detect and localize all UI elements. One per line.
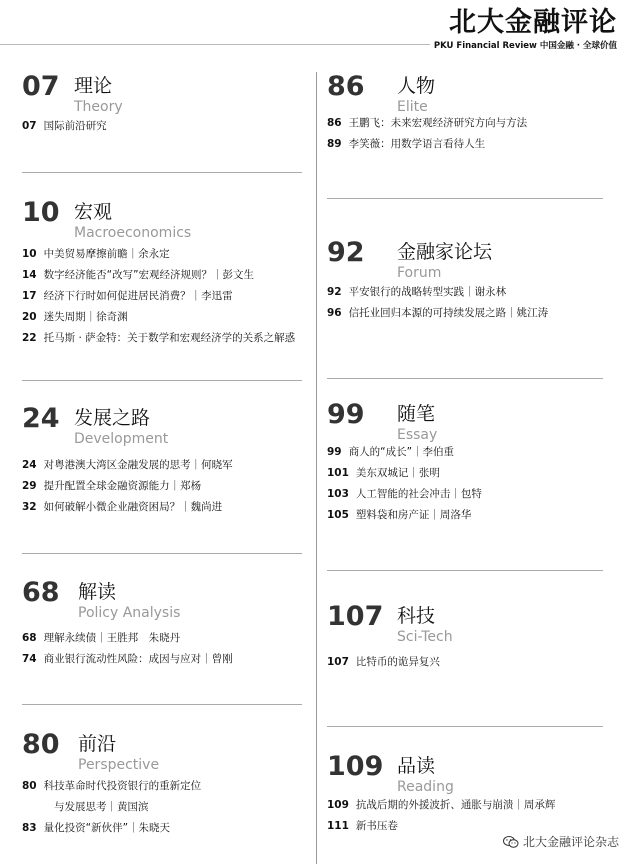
magazine-title: 北大金融评论 <box>449 7 617 38</box>
article-title: 托马斯 · 萨金特：关于数学和宏观经济学的关系之解惑 <box>43 332 296 344</box>
article-list <box>327 282 548 324</box>
article-page-number: 24 <box>22 459 37 471</box>
section-header <box>22 578 302 626</box>
article-list <box>22 628 233 670</box>
article-page-number: 17 <box>22 290 37 302</box>
section-english-title: Policy Analysis <box>78 605 181 621</box>
article-item[interactable] <box>22 628 233 649</box>
article-page-number: 83 <box>22 822 37 834</box>
section-page-number: 10 <box>22 197 60 228</box>
wechat-icon <box>503 835 519 849</box>
article-title: 比特币的诡异复兴 <box>355 656 440 668</box>
right-section-5 <box>327 751 617 832</box>
article-title: 科技革命时代投资银行的重新定位 <box>43 780 202 792</box>
right-section-4 <box>327 601 617 668</box>
section-english-title: Macroeconomics <box>74 225 192 241</box>
section-header <box>22 198 302 246</box>
section-rule <box>22 553 302 554</box>
article-page-number: 109 <box>327 799 349 811</box>
section-page-number: 92 <box>327 237 365 268</box>
article-item[interactable] <box>22 776 201 797</box>
article-title: 理解永续债｜王胜邦 朱晓丹 <box>43 632 181 644</box>
left-section-3 <box>22 403 302 513</box>
article-page-number: 20 <box>22 311 37 323</box>
section-english-title: Forum <box>397 265 442 281</box>
article-item[interactable] <box>327 463 482 484</box>
article-page-number: 32 <box>22 501 37 513</box>
section-rule <box>22 172 302 173</box>
article-title: 王鹏飞：未来宏观经济研究方向与方法 <box>348 117 528 129</box>
right-section-2 <box>327 237 617 319</box>
section-header <box>22 72 302 120</box>
left-section-5 <box>22 729 302 834</box>
section-page-number: 24 <box>22 403 60 434</box>
article-page-number: 10 <box>22 248 37 260</box>
section-header <box>327 602 617 650</box>
article-item[interactable] <box>327 795 555 816</box>
article-item[interactable] <box>327 484 482 505</box>
section-rule <box>22 380 302 381</box>
wechat-watermark <box>503 833 619 850</box>
section-title: 金融家论坛 <box>397 241 493 263</box>
section-english-title: Theory <box>74 99 123 115</box>
article-page-number: 111 <box>327 820 349 832</box>
section-header <box>327 752 617 800</box>
section-page-number: 86 <box>327 71 365 102</box>
section-rule <box>327 378 603 379</box>
article-title: 新书压卷 <box>355 820 398 832</box>
article-title: 如何破解小微企业融资困局？｜魏尚进 <box>43 501 223 513</box>
article-item[interactable] <box>22 649 233 670</box>
section-rule <box>327 570 603 571</box>
section-title: 前沿 <box>78 733 117 755</box>
article-title: 信托业回归本源的可持续发展之路｜姚江涛 <box>348 307 549 319</box>
left-section-4 <box>22 577 302 665</box>
section-header <box>327 400 617 448</box>
article-item[interactable] <box>22 497 233 518</box>
article-list <box>22 244 295 349</box>
article-item[interactable] <box>327 505 482 526</box>
section-title: 人物 <box>397 75 436 97</box>
article-item[interactable] <box>327 652 440 673</box>
article-item[interactable] <box>22 328 295 349</box>
article-item[interactable] <box>327 303 548 324</box>
article-item[interactable] <box>22 116 107 137</box>
masthead <box>434 8 617 51</box>
watermark-text: 北大金融评论杂志 <box>522 835 619 849</box>
section-english-title: Sci-Tech <box>397 629 453 645</box>
section-title: 科技 <box>397 605 436 627</box>
section-rule <box>327 198 603 199</box>
section-english-title: Development <box>74 431 169 447</box>
article-title: 商人的“成长”｜李伯重 <box>348 446 455 458</box>
section-english-title: Reading <box>397 779 454 795</box>
article-page-number: 80 <box>22 780 37 792</box>
column-divider <box>316 72 317 864</box>
article-page-number: 96 <box>327 307 342 319</box>
article-title: 李笑薇：用数学语言看待人生 <box>348 138 486 150</box>
section-title: 品读 <box>397 755 436 777</box>
article-item[interactable] <box>327 442 482 463</box>
section-page-number: 107 <box>327 601 384 632</box>
section-rule <box>22 704 302 705</box>
right-section-3 <box>327 399 617 521</box>
article-list <box>22 776 201 839</box>
article-page-number: 07 <box>22 120 37 132</box>
article-item[interactable] <box>22 307 295 328</box>
section-english-title: Elite <box>397 99 428 115</box>
article-page-number: 105 <box>327 509 349 521</box>
article-item[interactable] <box>22 476 233 497</box>
magazine-subtitle: PKU Financial Review 中国金融 · 全球价值 <box>433 41 617 51</box>
section-header <box>22 404 302 452</box>
article-list <box>327 652 440 673</box>
section-page-number: 99 <box>327 399 365 430</box>
section-header <box>327 238 617 286</box>
article-title: 经济下行时如何促进居民消费？｜李迅雷 <box>43 290 233 302</box>
section-page-number: 68 <box>22 577 60 608</box>
article-item[interactable] <box>22 244 295 265</box>
article-title: 迷失周期｜徐奇渊 <box>43 311 128 323</box>
section-title: 理论 <box>74 75 113 97</box>
article-title: 塑料袋和房产证｜周洛华 <box>355 509 472 521</box>
article-page-number: 68 <box>22 632 37 644</box>
section-title: 解读 <box>78 581 117 603</box>
article-item[interactable] <box>22 797 201 818</box>
article-page-number: 101 <box>327 467 349 479</box>
article-item[interactable] <box>22 265 295 286</box>
article-title: 数字经济能否“改写”宏观经济规则？｜彭文生 <box>43 269 255 281</box>
section-page-number: 80 <box>22 729 60 760</box>
section-title: 随笔 <box>397 403 436 425</box>
article-title: 量化投资“新伙伴”｜朱晓天 <box>43 822 171 834</box>
article-item[interactable] <box>22 455 233 476</box>
article-item[interactable] <box>22 286 295 307</box>
article-item[interactable] <box>327 134 527 155</box>
article-title: 国际前沿研究 <box>43 120 107 132</box>
section-title: 发展之路 <box>74 407 151 429</box>
article-title: 中美贸易摩擦前瞻｜余永定 <box>43 248 170 260</box>
left-section-2 <box>22 197 302 344</box>
article-page-number: 92 <box>327 286 342 298</box>
section-english-title: Essay <box>397 427 438 443</box>
article-page-number: 14 <box>22 269 37 281</box>
masthead-rule <box>0 44 430 45</box>
article-list <box>327 113 527 155</box>
article-list <box>22 116 107 137</box>
section-page-number: 07 <box>22 71 60 102</box>
article-item[interactable] <box>327 282 548 303</box>
article-list <box>22 455 233 518</box>
article-title: 与发展思考｜黄国滨 <box>54 801 149 813</box>
article-title: 人工智能的社会冲击｜包特 <box>355 488 482 500</box>
article-title: 平安银行的战略转型实践｜谢永林 <box>348 286 507 298</box>
section-english-title: Perspective <box>78 757 160 773</box>
article-item[interactable] <box>327 113 527 134</box>
section-page-number: 109 <box>327 751 384 782</box>
article-list <box>327 795 555 837</box>
section-title: 宏观 <box>74 201 113 223</box>
article-page-number: 29 <box>22 480 37 492</box>
section-rule <box>327 726 603 727</box>
article-page-number: 103 <box>327 488 349 500</box>
article-title: 抗战后期的外援波折、通胀与崩溃｜周承辉 <box>355 799 556 811</box>
article-list <box>327 442 482 526</box>
article-title: 美东双城记｜张明 <box>355 467 440 479</box>
section-header <box>22 730 302 778</box>
article-page-number: 99 <box>327 446 342 458</box>
article-page-number: 74 <box>22 653 37 665</box>
article-page-number: 86 <box>327 117 342 129</box>
article-page-number: 22 <box>22 332 37 344</box>
article-title: 商业银行流动性风险：成因与应对｜曾刚 <box>43 653 233 665</box>
article-item[interactable] <box>22 818 201 839</box>
article-page-number: 89 <box>327 138 342 150</box>
right-section-1 <box>327 71 617 150</box>
article-title: 对粤港澳大湾区金融发展的思考｜何晓军 <box>43 459 233 471</box>
article-title: 提升配置全球金融资源能力｜郑杨 <box>43 480 202 492</box>
article-page-number: 107 <box>327 656 349 668</box>
left-section-1 <box>22 71 302 132</box>
